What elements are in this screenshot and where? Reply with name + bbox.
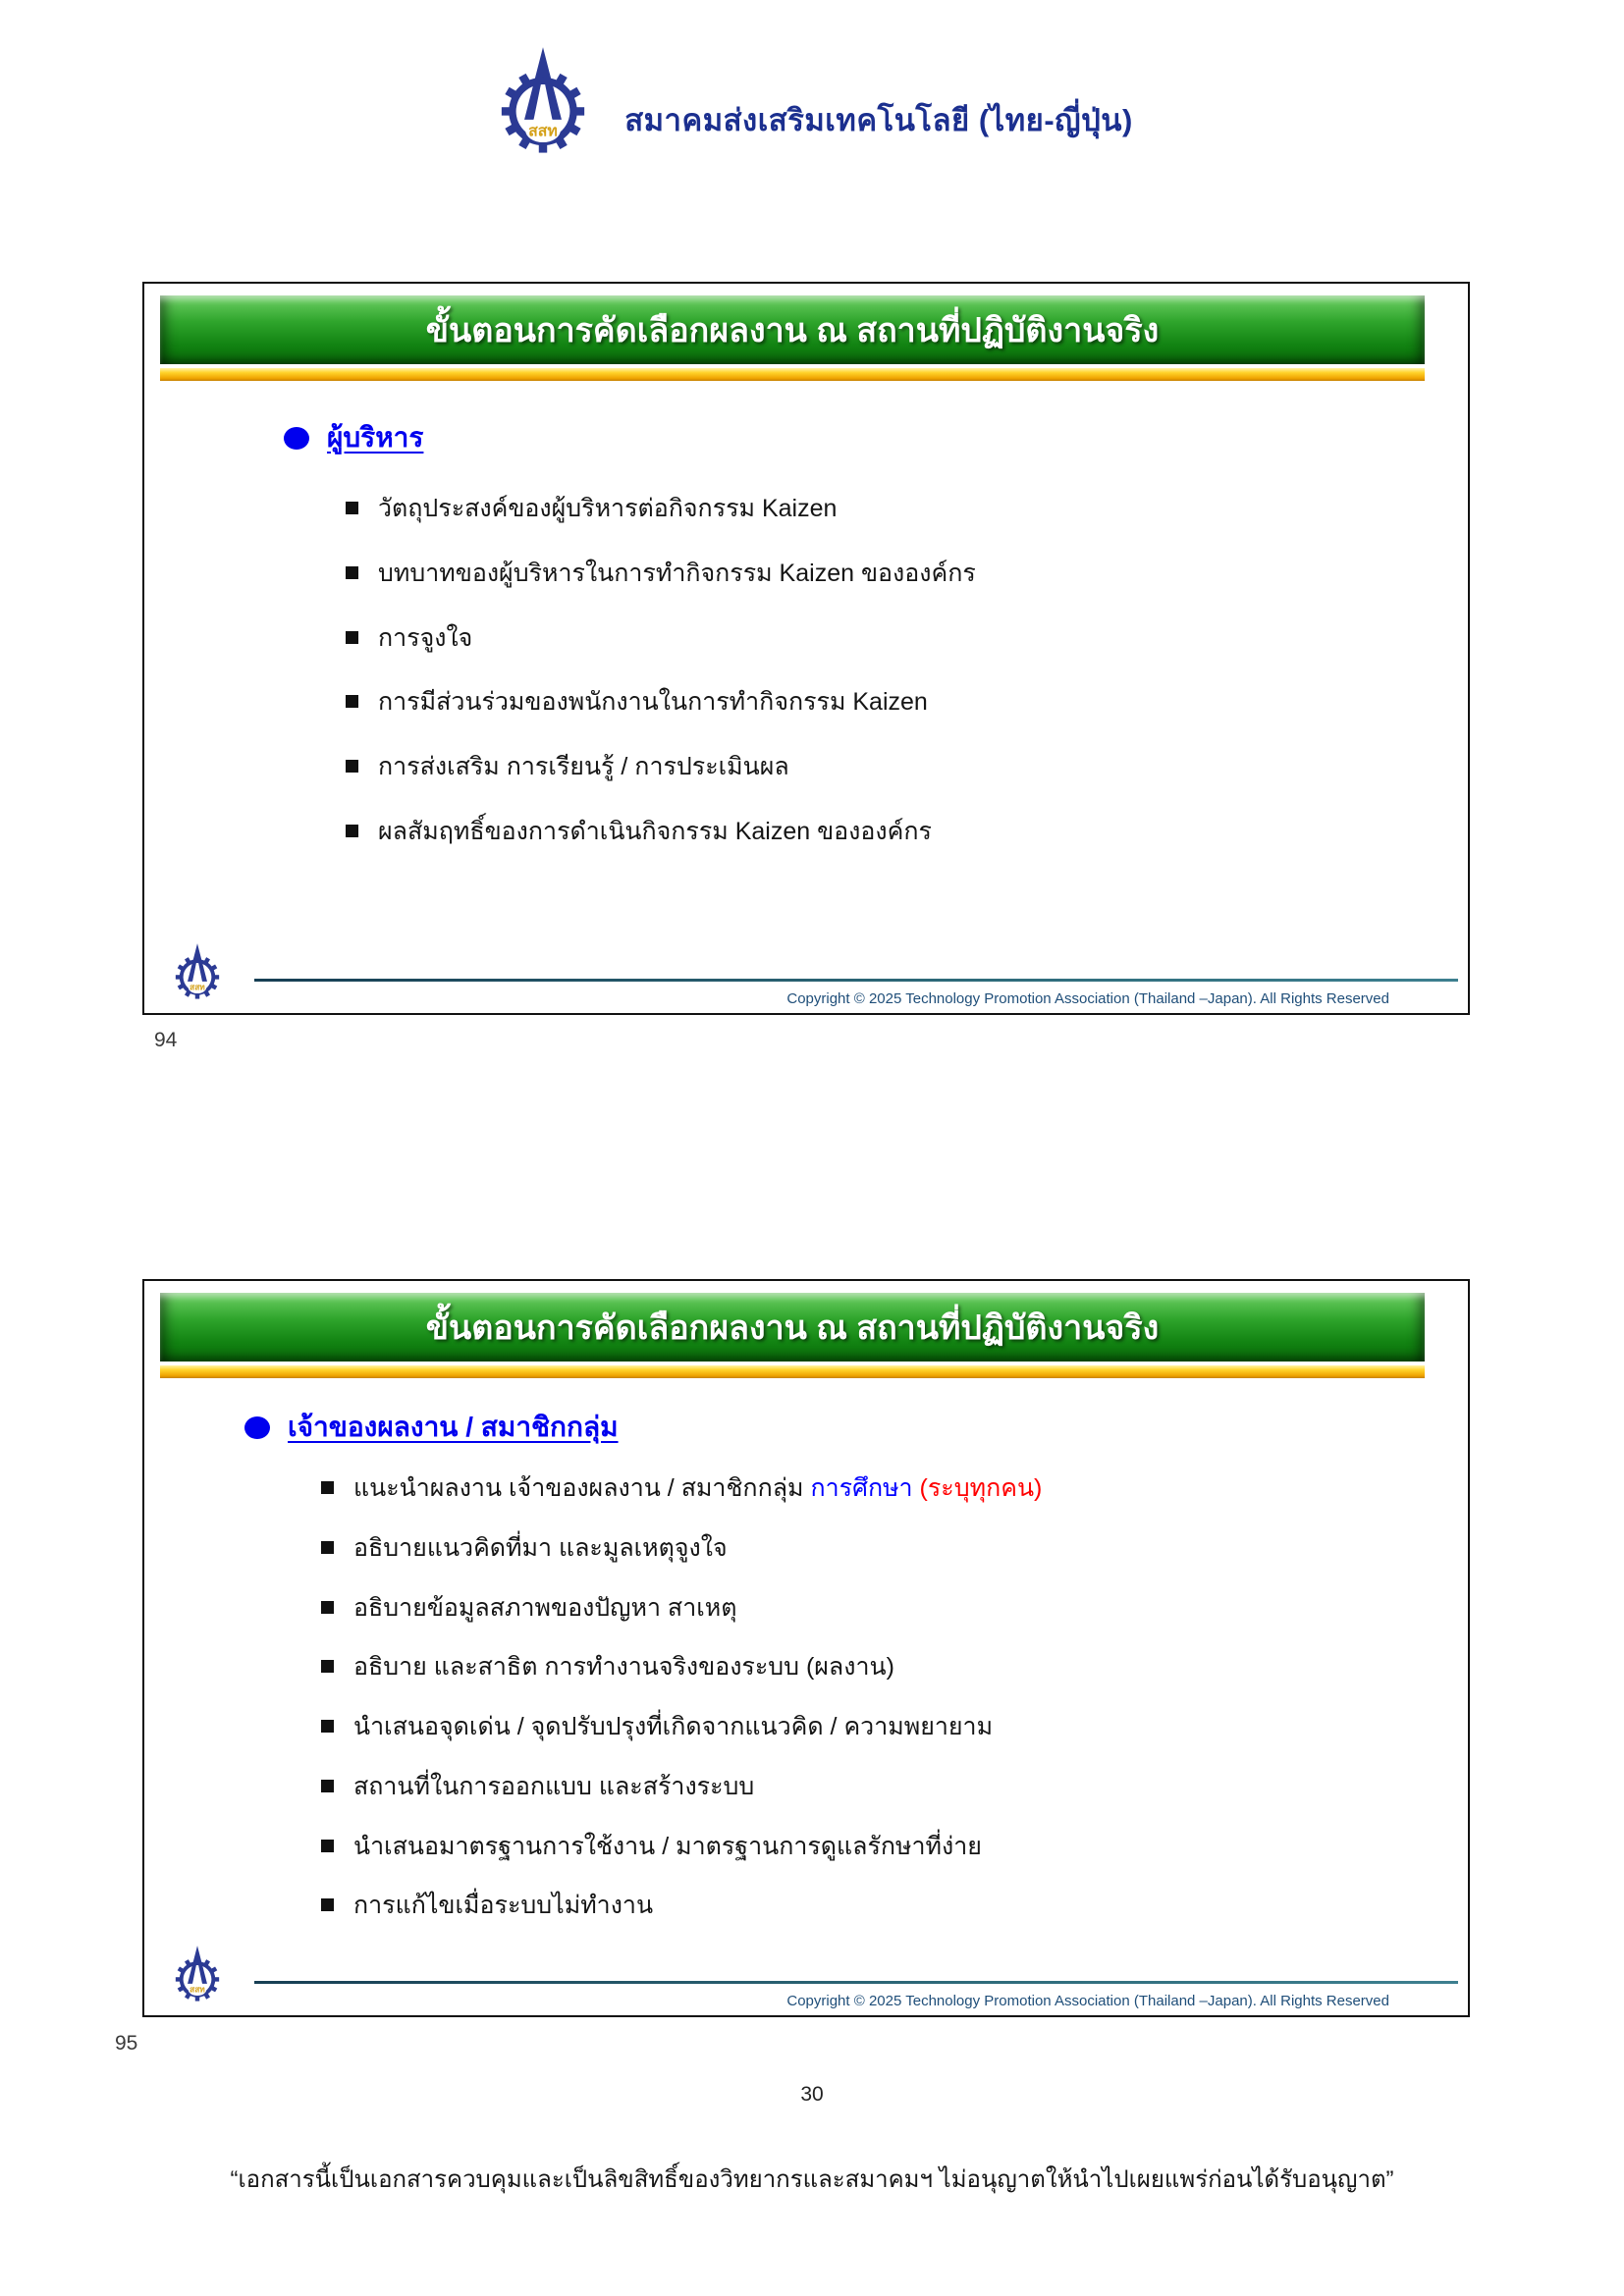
slide-number-95: 95 — [115, 2032, 138, 2055]
bullet-text-red: (ระบุทุกคน) — [912, 1474, 1043, 1502]
slide-footer — [144, 934, 1468, 1011]
slide-title: ขั้นตอนการคัดเลือกผลงาน ณ สถานที่ปฏิบัติงานจริง — [425, 312, 1160, 349]
confidentiality-note: “เอกสารนี้เป็นเอกสารควบคุมและเป็นลิขสิทธิ์ของวิทยากรและสมาคมฯ ไม่อนุญาตให้นำไปเผยแพร่ก่อนได้รับอนุญาต” — [230, 2166, 1394, 2193]
gold-divider-bar — [160, 368, 1425, 381]
slide-94 — [142, 282, 1470, 1015]
copyright-text: Copyright © 2025 Technology Promotion Association (Thailand –Japan). All Rights Reserved — [786, 990, 1389, 1007]
square-bullet-icon — [346, 825, 358, 837]
square-bullet-icon — [346, 760, 358, 773]
slide-title-banner — [160, 295, 1425, 364]
list-item — [321, 1651, 1438, 1684]
list-item — [346, 816, 1438, 849]
list-item — [321, 1771, 1438, 1804]
slide-95 — [142, 1279, 1470, 2017]
copyright-text: Copyright © 2025 Technology Promotion Association (Thailand –Japan). All Rights Reserved — [786, 1993, 1389, 2009]
bullet-text: การแก้ไขเมื่อระบบไม่ทำงาน — [353, 1892, 654, 1920]
bullet-text: อธิบายข้อมูลสภาพของปัญหา สาเหตุ — [353, 1593, 737, 1622]
association-gear-logo-icon — [491, 45, 595, 161]
list-item — [346, 493, 1438, 526]
list-item — [321, 1711, 1438, 1744]
square-bullet-icon — [321, 1780, 334, 1792]
square-bullet-icon — [321, 1898, 334, 1911]
slide-number-94: 94 — [154, 1029, 178, 1051]
bullet-list — [346, 493, 1438, 849]
bullet-text: นำเสนอมาตรฐานการใช้งาน / มาตรฐานการดูแลรักษาที่ง่าย — [353, 1832, 982, 1860]
list-item — [321, 1592, 1438, 1626]
list-item — [346, 686, 1438, 720]
gold-divider-bar — [160, 1365, 1425, 1378]
slide-title: ขั้นตอนการคัดเลือกผลงาน ณ สถานที่ปฏิบัติงานจริง — [425, 1309, 1160, 1347]
bullet-text: อธิบาย และสาธิต การทำงานจริงของระบบ (ผลงาน) — [353, 1653, 894, 1682]
bullet-text-blue: การศึกษา — [810, 1474, 913, 1502]
square-bullet-icon — [321, 1601, 334, 1614]
bullet-text: อธิบายแนวคิดที่มา และมูลเหตุจูงใจ — [353, 1533, 728, 1562]
square-bullet-icon — [346, 631, 358, 644]
organization-name: สมาคมส่งเสริมเทคโนโลยี (ไทย-ญี่ปุ่น) — [624, 103, 1133, 137]
slide-footer — [144, 1937, 1468, 2013]
square-bullet-icon — [321, 1840, 334, 1852]
bullet-text: วัตถุประสงค์ของผู้บริหารต่อกิจกรรม Kaizen — [378, 495, 838, 522]
bullet-text — [353, 1472, 1042, 1506]
association-gear-logo-icon — [170, 942, 225, 1003]
list-item — [321, 1472, 1438, 1506]
slide-title-banner — [160, 1293, 1425, 1362]
bullet-text: การมีส่วนร่วมของพนักงานในการทำกิจกรรม Kaizen — [378, 688, 928, 717]
square-bullet-icon — [346, 566, 358, 579]
bullet-text: บทบาทของผู้บริหารในการทำกิจกรรม Kaizen ขององค์กร — [378, 559, 976, 587]
footer-divider-line — [254, 979, 1458, 982]
list-item — [321, 1831, 1438, 1864]
square-bullet-icon — [321, 1660, 334, 1673]
list-item — [321, 1890, 1438, 1923]
bullet-circle-icon — [284, 427, 309, 450]
bullet-text-black: แนะนำผลงาน เจ้าของผลงาน / สมาชิกกลุ่ม — [353, 1474, 811, 1502]
bullet-text: การส่งเสริม การเรียนรู้ / การประเมินผล — [378, 753, 789, 780]
square-bullet-icon — [321, 1481, 334, 1494]
square-bullet-icon — [346, 502, 358, 514]
bullet-text: การจูงใจ — [378, 623, 473, 652]
square-bullet-icon — [321, 1541, 334, 1554]
square-bullet-icon — [346, 695, 358, 708]
document-page-number: 30 — [800, 2083, 824, 2106]
footer-divider-line — [254, 1981, 1458, 1984]
bullet-list — [321, 1472, 1438, 1923]
section-heading — [284, 416, 1468, 459]
section-label: เจ้าของผลงาน / สมาชิกกลุ่ม — [288, 1412, 619, 1442]
list-item — [321, 1532, 1438, 1566]
list-item — [346, 622, 1438, 656]
section-label: ผู้บริหาร — [327, 422, 424, 453]
section-heading — [244, 1406, 1468, 1449]
list-item — [346, 558, 1438, 591]
bullet-text: นำเสนอจุดเด่น / จุดปรับปรุงที่เกิดจากแนวคิด / ความพยายาม — [353, 1713, 994, 1740]
square-bullet-icon — [321, 1720, 334, 1733]
association-gear-logo-icon — [170, 1945, 225, 2005]
bullet-circle-icon — [244, 1416, 270, 1439]
list-item — [346, 751, 1438, 784]
document-header — [0, 45, 1624, 161]
bullet-text: ผลสัมฤทธิ์ของการดำเนินกิจกรรม Kaizen ขององค์กร — [378, 817, 932, 845]
bullet-text: สถานที่ในการออกแบบ และสร้างระบบ — [353, 1772, 755, 1800]
